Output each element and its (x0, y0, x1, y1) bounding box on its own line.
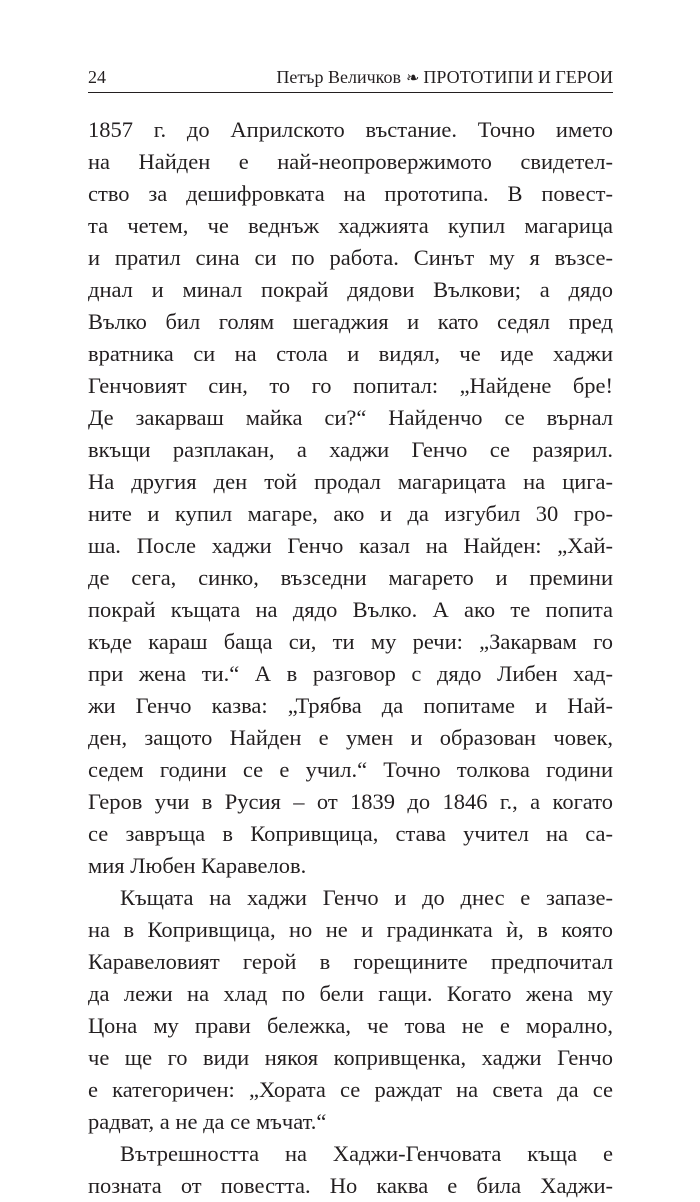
text-line: Цона му прави бележка, че това не е морално, (88, 1013, 613, 1038)
text-line: де сега, синко, възседни магарето и премини (88, 565, 613, 590)
text-line: Вълко бил голям шегаджия и като седял пред (88, 309, 613, 334)
text-line: къде караш баща си, ти му речи: „Закарвам го (88, 629, 613, 654)
author-name: Петър Величков (276, 67, 401, 87)
text-line: Геров учи в Русия – от 1839 до 1846 г., а когато (88, 789, 613, 814)
text-line: ша. После хаджи Генчо казал на Найден: „Хай- (88, 533, 613, 558)
page-header (88, 66, 613, 92)
text-line: покрай къщата на дядо Вълко. А ако те попита (88, 597, 613, 622)
text-line: ство за дешифровката на прототипа. В повест- (88, 181, 613, 206)
text-line: та четем, че веднъж хаджията купил магарица (88, 213, 613, 238)
text-line: да лежи на хлад по бели гащи. Когато жена му (88, 981, 613, 1006)
text-line: днал и минал покрай дядови Вълкови; а дядо (88, 277, 613, 302)
text-line: мия Любен Каравелов. (88, 853, 307, 878)
text-line: вратника си на стола и видял, че иде хаджи (88, 341, 613, 366)
header-rule (88, 92, 613, 93)
text-line: и пратил сина си по работа. Синът му я възсе- (88, 245, 613, 270)
text-line: на в Копривщица, но не и градинката ѝ, в която (88, 917, 613, 942)
text-line: Каравеловият герой в горещините предпочитал (88, 949, 613, 974)
text-line: седем години се е учил.“ Точно толкова години (88, 757, 613, 782)
text-line: На другия ден той продал магарицата на цига- (88, 469, 613, 494)
text-line: че ще го види някоя копривщенка, хаджи Генчо (88, 1045, 613, 1070)
text-line: ден, защото Найден е умен и образован човек, (88, 725, 613, 750)
text-line: на Найден е най-неопровержимото свидетел- (88, 149, 613, 174)
text-line: Генчовият син, то го попитал: „Найдене бре! (88, 373, 613, 398)
page-number: 24 (88, 67, 106, 87)
text-line: радват, а не да се мъчат.“ (88, 1109, 327, 1134)
text-line: Къщата на хаджи Генчо и до днес е запазе- (120, 885, 613, 910)
text-line: позната от повестта. Но каква е била Хаджи- (88, 1173, 613, 1198)
running-head (276, 66, 613, 90)
text-line: 1857 г. до Априлското въстание. Точно името (88, 117, 613, 142)
text-line: Вътрешността на Хаджи-Генчовата къща е (120, 1141, 613, 1166)
text-line: вкъщи разплакан, а хаджи Генчо се разярил. (88, 437, 613, 462)
text-line: при жена ти.“ А в разговор с дядо Либен хад- (88, 661, 613, 686)
text-line: Де закарваш майка си?“ Найденчо се върнал (88, 405, 613, 430)
text-line: се завръща в Копривщица, става учител на са- (88, 821, 613, 846)
text-line: жи Генчо казва: „Трябва да попитаме и Най- (88, 693, 613, 718)
text-line: ните и купил магаре, ако и да изгубил 30 гро- (88, 501, 613, 526)
body-text (88, 114, 613, 1202)
fleuron-icon: ❧ (405, 70, 420, 87)
book-title: ПРОТОТИПИ И ГЕРОИ (423, 67, 613, 87)
text-line: е категоричен: „Хората се раждат на света да се (88, 1077, 613, 1102)
